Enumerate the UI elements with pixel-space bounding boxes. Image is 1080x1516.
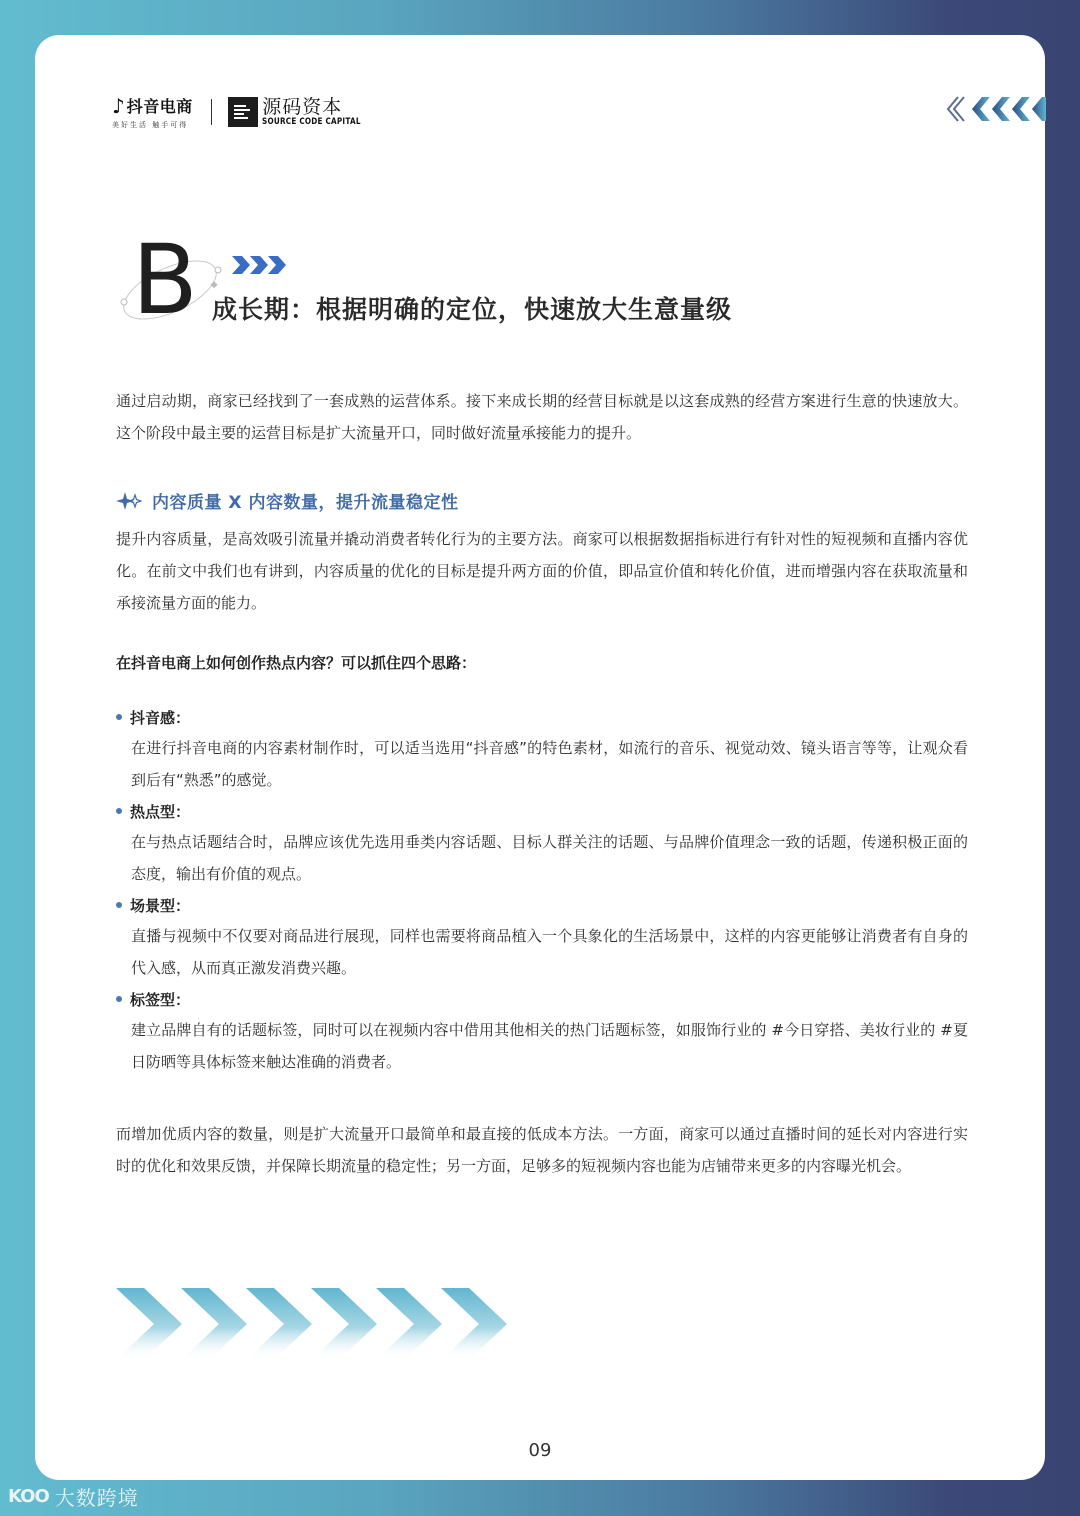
idea-title: 场景型：	[130, 896, 191, 915]
douyin-logo-text: 抖音电商	[126, 97, 193, 116]
logo-divider	[211, 99, 213, 125]
page-number: 09	[528, 1440, 552, 1461]
source-code-name-en: SOURCE CODE CAPITAL	[262, 117, 362, 127]
idea-description: 在与热点话题结合时，品牌应该优先选用垂类内容话题、目标人群关注的话题、与品牌价值理念一致的话题，传递积极正面的态度，输出有价值的观点。	[131, 833, 968, 883]
intro-paragraph: 通过启动期，商家已经找到了一套成熟的运营体系。接下来成长期的经营目标就是以这套成熟的经营方案进行生意的快速放大。这个阶段中最主要的运营目标是扩大流量开口，同时做好流量承接能力的提升。	[116, 392, 968, 442]
header-logos	[112, 92, 378, 132]
idea-title: 标签型：	[130, 990, 191, 1009]
list-item	[116, 890, 968, 984]
chevron-left-decoration-icon	[944, 95, 1080, 123]
section-title: 成长期：根据明确的定位，快速放大生意量级	[212, 295, 733, 324]
idea-title: 抖音感：	[130, 708, 191, 727]
idea-description: 建立品牌自有的话题标签，同时可以在视频内容中借用其他相关的热门话题标签，如服饰行业的 #今日穿搭、美妆行业的 #夏日防晒等具体标签来触达准确的消费者。	[131, 1021, 968, 1071]
sparkle-icon	[116, 490, 142, 512]
idea-description: 直播与视频中不仅要对商品进行展现，同样也需要将商品植入一个具象化的生活场景中，这样的内容更能够让消费者有自身的代入感，从而真正激发消费兴趣。	[131, 927, 968, 977]
watermark-logo-icon: KOO	[8, 1486, 49, 1507]
bullet-dot-icon	[116, 902, 122, 908]
closing-paragraph: 而增加优质内容的数量，则是扩大流量开口最简单和最直接的低成本方法。一方面，商家可以通过直播时间的延长对内容进行实时的优化和效果反馈，并保障长期流量的稳定性；另一方面，足够多的短视频内容也能为店铺带来更多的内容曝光机会。	[116, 1125, 968, 1175]
bullet-dot-icon	[116, 808, 122, 814]
ideas-question: 在抖音电商上如何创作热点内容？可以抓住四个思路：	[116, 654, 477, 672]
list-item	[116, 702, 968, 796]
idea-description: 在进行抖音电商的内容素材制作时，可以适当选用“抖音感”的特色素材，如流行的音乐、视觉动效、镜头语言等等，让观众看到后有“熟悉”的感觉。	[131, 739, 968, 789]
idea-title: 热点型：	[130, 802, 191, 821]
douyin-slogan: 美好生活 触手可得	[112, 121, 189, 129]
source-code-capital-logo	[228, 97, 378, 127]
watermark-text: 大数跨境	[54, 1486, 139, 1510]
watermark	[8, 1482, 139, 1511]
list-item	[116, 984, 968, 1078]
music-note-icon: ♪	[112, 93, 125, 118]
subsection-heading	[116, 488, 458, 513]
bullet-dot-icon	[116, 714, 122, 720]
source-code-name-cn: 源码资本	[262, 96, 343, 118]
ideas-list	[116, 702, 968, 1078]
chevron-right-decoration-icon	[114, 1286, 514, 1362]
list-item	[116, 796, 968, 890]
triple-chevron-right-icon	[230, 254, 290, 276]
bullet-dot-icon	[116, 996, 122, 1002]
section-letter: B	[132, 224, 198, 336]
subsection-paragraph: 提升内容质量，是高效吸引流量并撬动消费者转化行为的主要方法。商家可以根据数据指标进行有针对性的短视频和直播内容优化。在前文中我们也有讲到，内容质量的优化的目标是提升两方面的价值，即品宣价值和转化价值，进而增强内容在获取流量和承接流量方面的能力。	[116, 530, 968, 612]
douyin-ecommerce-logo	[112, 94, 193, 130]
source-code-mark-icon	[228, 97, 258, 127]
subsection-heading-text: 内容质量 X 内容数量，提升流量稳定性	[152, 493, 459, 513]
